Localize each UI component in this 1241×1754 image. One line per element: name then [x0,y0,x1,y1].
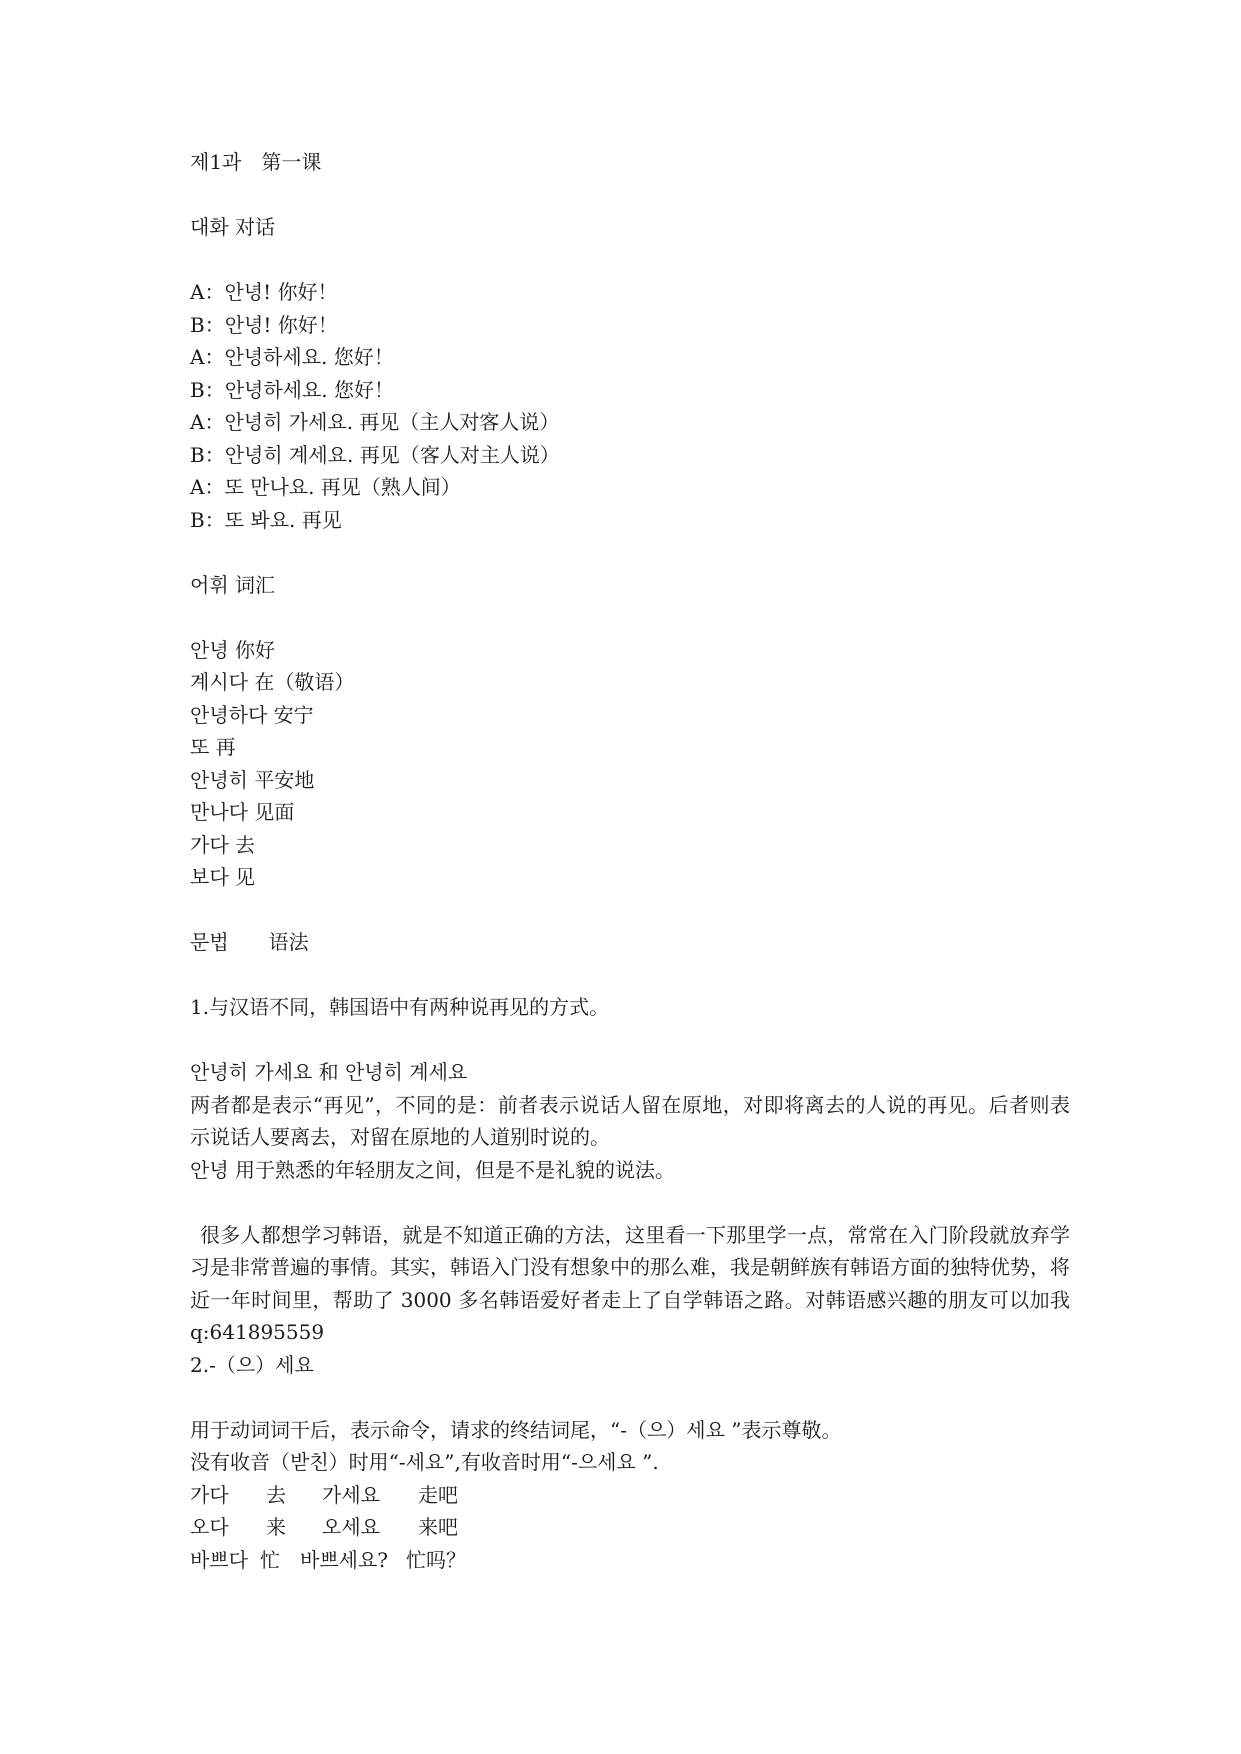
vocabulary-item: 안녕히 平安地 [190,767,315,792]
grammar-point-2-rule: 没有收音（받친）时用“-세요”,有收音时用“-으세요 ”. [190,1450,659,1474]
example-meaning: 去 [266,1482,286,1507]
grammar-point-1-title: 1.与汉语不同，韩国语中有两种说再见的方式。 [190,995,610,1019]
lesson-title: 제1과 第一课 [190,150,322,174]
dialogue-line: B：또 봐요. 再见 [190,507,342,532]
grammar-point-1-example: 안녕히 가세요 和 안녕히 계세요 [190,1060,468,1084]
example-form: 가세요 [322,1482,380,1507]
example-form: 바쁘세요? [300,1547,389,1572]
dialogue-line: A：안녕! 你好！ [190,280,338,304]
example-translation: 来吧 [418,1515,458,1539]
grammar-heading: 문법 语法 [190,930,309,954]
example-row [190,1511,1070,1544]
dialogue-line: B：안녕히 계세요. 再见（客人对主人说） [190,442,560,467]
grammar-point-1-explanation: 两者都是表示“再见”，不同的是：前者表示说话人留在原地，对即将离去的人说的再见。后者则表示说话人要离去，对留在原地的人道别时说的。 [190,1092,1070,1149]
grammar-point-2-description: 用于动词词干后，表示命令，请求的终结词尾，“-（으）세요 ”表示尊敬。 [190,1417,842,1442]
example-row [190,1479,1070,1512]
example-meaning: 来 [266,1515,286,1539]
example-verb: 오다 [190,1515,229,1539]
dialogue-line: B：안녕하세요. 您好！ [190,377,395,402]
vocabulary-heading: 어휘 词汇 [190,572,275,597]
example-row [190,1544,1070,1577]
vocabulary-item: 보다 见 [190,865,255,889]
example-translation: 走吧 [418,1482,458,1507]
grammar-point-2-title: 2.-（으）세요 [190,1352,314,1377]
example-table [190,1479,1070,1577]
vocabulary-item: 또 再 [190,735,236,759]
dialogue-line: B：안녕! 你好！ [190,312,338,337]
document-body [190,146,1070,1576]
example-meaning: 忙 [260,1547,280,1572]
dialogue-line: A：안녕하세요. 您好！ [190,345,394,369]
example-form: 오세요 [322,1515,380,1539]
vocabulary-item: 안녕 你好 [190,637,275,662]
grammar-point-1-note: 안녕 用于熟悉的年轻朋友之间，但是不是礼貌的说法。 [190,1157,675,1182]
example-verb: 바쁘다 [190,1547,248,1572]
dialogue-lines [190,276,1070,536]
promo-paragraph: 很多人都想学习韩语，就是不知道正确的方法，这里看一下那里学一点，常常在入门阶段就放弃学习是非常普遍的事情。其实，韩语入门没有想象中的那么难，我是朝鲜族有韩语方面的独特优势，将近一年时间里，帮助了 3000 多名韩语爱好者走上了自学韩语之路。对韩语感兴趣的朋友可以加我 q:641895559 [190,1222,1070,1344]
example-translation: 忙吗？ [406,1547,466,1572]
vocabulary-item: 계시다 在（敬语） [190,670,355,694]
vocabulary-item: 안녕하다 安宁 [190,702,314,727]
dialogue-heading: 대화 对话 [190,215,275,239]
vocabulary-item: 가다 去 [190,832,255,857]
dialogue-line: A：안녕히 가세요. 再见（主人对客人说） [190,410,560,434]
dialogue-line: A：또 만나요. 再见（熟人间） [190,475,461,499]
vocabulary-item: 만나다 见面 [190,800,295,824]
vocabulary-list [190,634,1070,894]
example-verb: 가다 [190,1482,229,1507]
